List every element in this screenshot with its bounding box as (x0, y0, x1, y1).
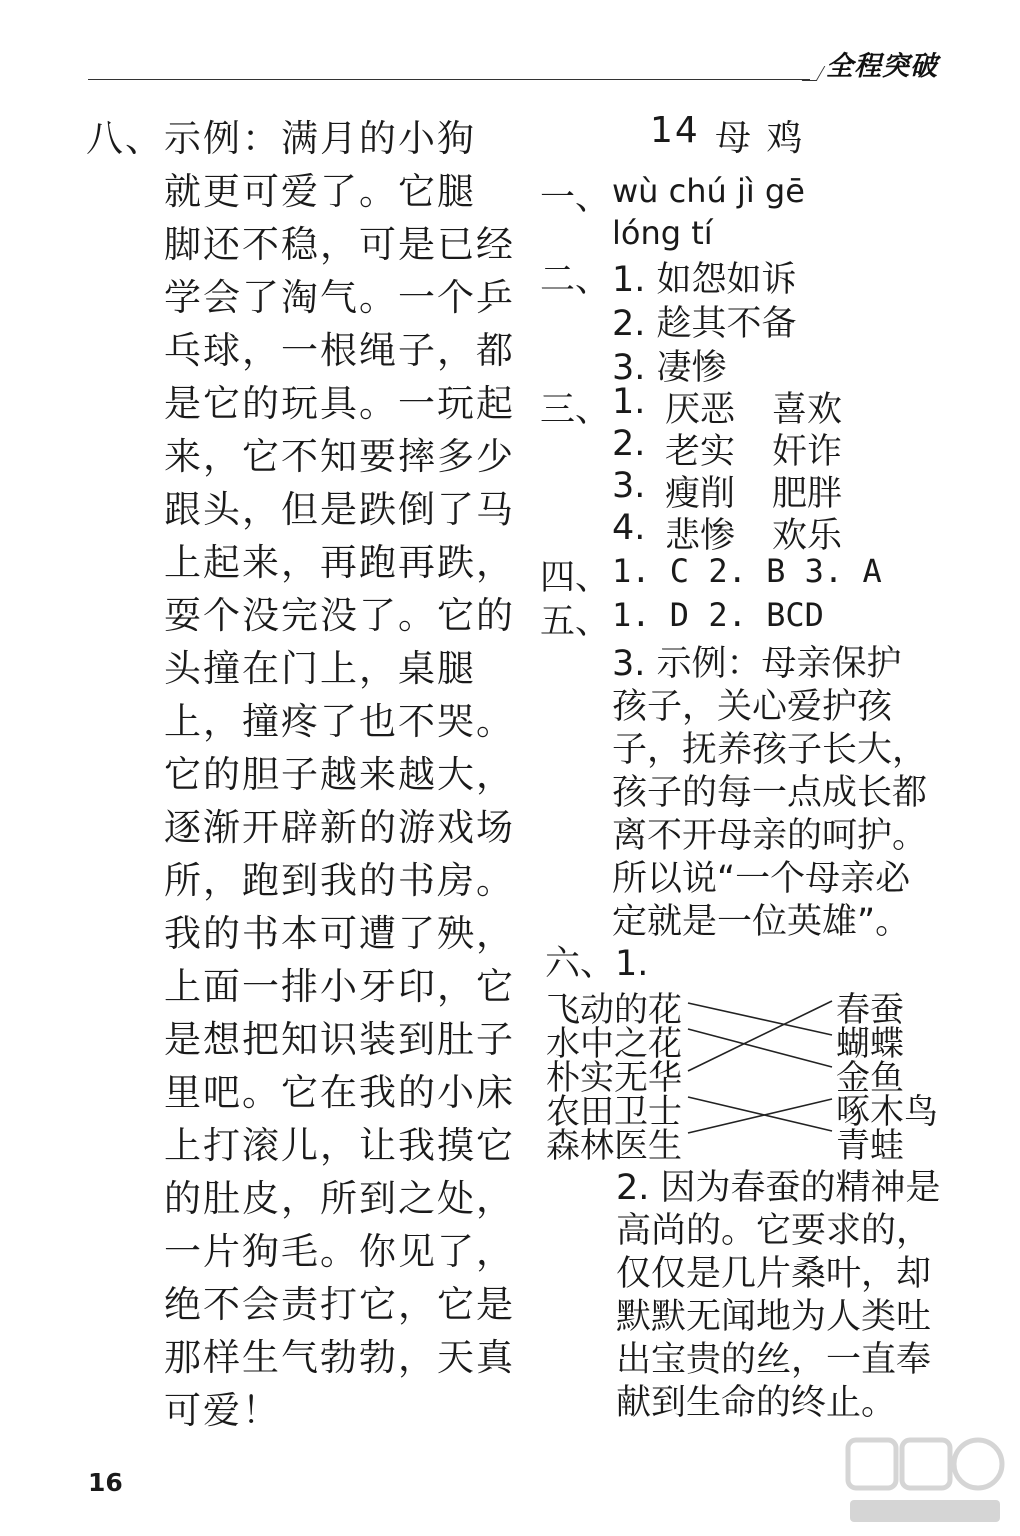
match-left-item: 农田卫士 (546, 1092, 682, 1132)
match-line (688, 1003, 832, 1035)
section-3-num: 4. (612, 508, 646, 548)
section-3-label: 三、 (540, 390, 611, 430)
section-4-label: 四、 (540, 558, 611, 598)
text-line: 跟头，但是跌倒了马 (164, 488, 515, 531)
text-line: 所，跑到我的书房。 (164, 859, 515, 902)
watermark-logo-icon (840, 1430, 1010, 1530)
section-6-answer-line: 2. 因为春蚕的精神是 (616, 1168, 941, 1208)
match-left-item: 水中之花 (546, 1024, 682, 1064)
section-3-word-b: 奸诈 (772, 432, 843, 472)
header-rule (88, 79, 810, 80)
section-5-line1: 1. D 2. BCD (612, 596, 824, 634)
text-line: 学会了淘气。一个乒 (164, 276, 515, 319)
text-line: 乓球，一根绳子，都 (164, 329, 515, 372)
section-6-answer-line: 出宝贵的丝，一直奉 (616, 1340, 932, 1380)
section-5-answer-line: 3. 示例：母亲保护 (612, 644, 902, 684)
section-3-word-b: 欢乐 (772, 516, 843, 556)
section-2-item: 1. 如怨如诉 (612, 260, 797, 300)
pinyin-line-2: lóng tí (612, 214, 713, 252)
left-column (86, 112, 516, 1437)
text-line: 八、示例：满月的小狗 (86, 117, 476, 160)
section-6-answer-line: 默默无闻地为人类吐 (616, 1297, 932, 1337)
text-line: 的肚皮，所到之处， (164, 1177, 515, 1220)
text-line: 我的书本可遭了殃， (164, 912, 515, 955)
text-line: 绝不会责打它，它是 (164, 1283, 515, 1326)
text-line: 就更可爱了。它腿 (164, 170, 476, 213)
section-4-answer: 1. C 2. B 3. A (612, 552, 882, 590)
text-line: 上起来，再跑再跌， (164, 541, 515, 584)
section-3-word-a: 瘦削 (665, 474, 736, 514)
section-1-label: 一、 (540, 178, 611, 218)
section-5-answer-line: 孩子的每一点成长都 (612, 773, 928, 813)
section-5-answer-line: 定就是一位英雄”。 (612, 902, 911, 942)
section-5-answer-line: 子，抚养孩子长大， (612, 730, 928, 770)
match-left-item: 飞动的花 (546, 990, 682, 1030)
section-3-num: 2. (612, 424, 646, 464)
section-5-answer-line: 孩子，关心爱护孩 (612, 687, 893, 727)
text-line: 上打滚儿，让我摸它 (164, 1124, 515, 1167)
pinyin-line-1: wù chú jì gē (612, 172, 805, 210)
section-6-answer-line: 高尚的。它要求的， (616, 1211, 932, 1251)
text-line: 是想把知识装到肚子 (164, 1018, 515, 1061)
match-right-item: 金鱼 (836, 1058, 904, 1098)
match-line (688, 1097, 832, 1131)
brand-title: 全程突破 (826, 51, 938, 82)
lesson-number: 14 (650, 110, 700, 151)
text-line: 上，撞疼了也不哭。 (164, 700, 515, 743)
section-3-word-b: 喜欢 (772, 390, 843, 430)
section-6-answer-line: 献到生命的终止。 (616, 1383, 897, 1423)
text-line: 脚还不稳，可是已经 (164, 223, 515, 266)
match-right-item: 蝴蝶 (836, 1024, 904, 1064)
section-3-word-a: 厌恶 (665, 390, 736, 430)
text-line: 逐渐开辟新的游戏场 (164, 806, 515, 849)
match-left-item: 朴实无华 (546, 1058, 682, 1098)
section-2-label: 二、 (540, 260, 611, 300)
section-2-item: 3. 凄惨 (612, 348, 727, 388)
matching-lines (540, 975, 840, 1145)
text-line: 来，它不知要摔多少 (164, 435, 515, 478)
text-line: 耍个没完没了。它的 (164, 594, 515, 637)
text-line: 那样生气勃勃，天真 (164, 1336, 515, 1379)
section-5-answer-line: 离不开母亲的呵护。 (612, 816, 928, 856)
text-line: 可爱！ (164, 1389, 281, 1432)
section-5-answer-line: 所以说“一个母亲必 (612, 859, 911, 899)
lesson-title: 母 鸡 (715, 118, 805, 159)
text-line: 它的胆子越来越大， (164, 753, 515, 796)
text-line: 头撞在门上，桌腿 (164, 647, 476, 690)
text-line: 上面一排小牙印，它 (164, 965, 515, 1008)
match-right-item: 春蚕 (836, 990, 904, 1030)
section-6-answer-line: 仅仅是几片桑叶，却 (616, 1254, 932, 1294)
section-6-label: 六、1. (545, 944, 649, 984)
section-3-num: 1. (612, 382, 646, 422)
section-3-num: 3. (612, 466, 646, 506)
match-right-item: 青蛙 (836, 1126, 904, 1166)
match-right-item: 啄木鸟 (836, 1092, 938, 1132)
section-3-word-a: 悲惨 (665, 516, 736, 556)
page-number: 16 (88, 1468, 123, 1497)
section-3-word-b: 肥胖 (772, 474, 843, 514)
match-left-item: 森林医生 (546, 1126, 682, 1166)
section-5-label: 五、 (540, 602, 611, 642)
section-3-word-a: 老实 (665, 432, 736, 472)
text-line: 里吧。它在我的小床 (164, 1071, 515, 1114)
match-line (688, 1099, 832, 1133)
text-line: 一片狗毛。你见了， (164, 1230, 515, 1273)
text-line: 是它的玩具。一玩起 (164, 382, 515, 425)
header-rule-hook (802, 66, 826, 81)
section-2-item: 2. 趁其不备 (612, 304, 797, 344)
